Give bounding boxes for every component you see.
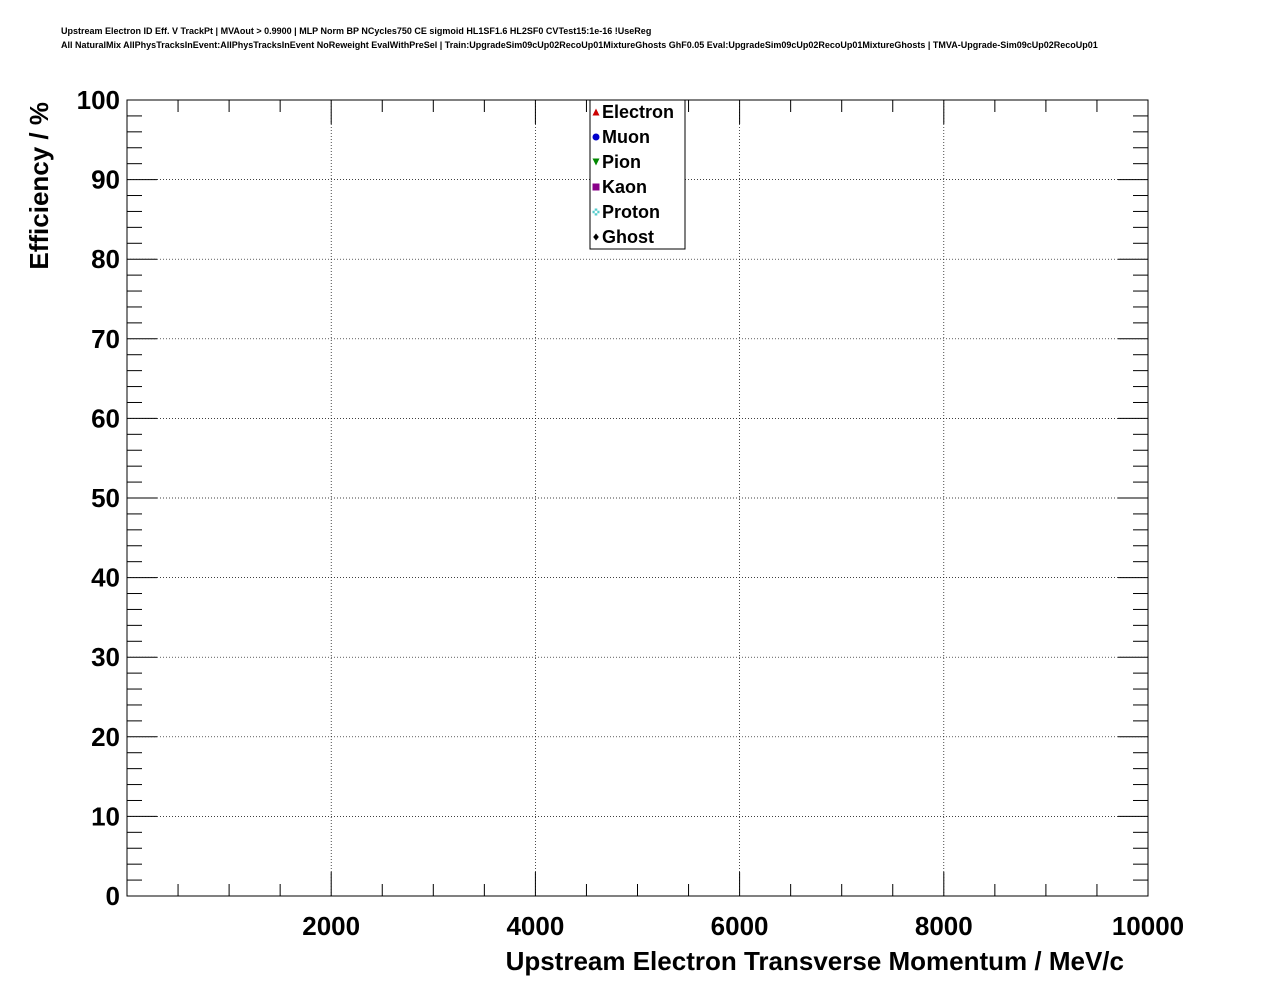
y-tick-label: 0 bbox=[105, 881, 120, 911]
kaon-marker-icon bbox=[593, 184, 600, 191]
legend-entry-label: Muon bbox=[602, 127, 650, 147]
y-tick-label: 90 bbox=[91, 164, 120, 195]
x-tick-label: 4000 bbox=[506, 911, 565, 941]
chart-title-line-2: All NaturalMix AllPhysTracksInEvent:AllPhysTracksInEvent NoReweight EvalWithPreSel | Train:UpgradeSim09cUp02RecoUp01MixtureGhosts GhF0.05 Eval:UpgradeSim09cUp02RecoUp01MixtureGhosts | TMVA-Upgrade-Sim09cUp02RecoUp01 bbox=[61, 40, 1098, 50]
y-axis-label: Efficiency / % bbox=[24, 102, 54, 270]
y-tick-label: 80 bbox=[91, 244, 120, 275]
x-tick-label: 2000 bbox=[302, 911, 361, 941]
y-tick-label: 50 bbox=[91, 483, 120, 513]
chart-title-line-1: Upstream Electron ID Eff. V TrackPt | MVAout > 0.9900 | MLP Norm BP NCycles750 CE sigmoid HL1SF1.6 HL2SF0 CVTest15:1e-16 !UseReg bbox=[61, 26, 652, 36]
legend-entry-label: Pion bbox=[602, 152, 641, 172]
legend bbox=[590, 100, 685, 249]
x-tick-labels bbox=[302, 911, 1184, 941]
legend-entry-label: Proton bbox=[602, 202, 660, 222]
y-tick-label: 60 bbox=[91, 403, 120, 434]
y-tick-label: 30 bbox=[91, 642, 120, 673]
x-tick-label: 6000 bbox=[710, 911, 769, 941]
y-tick-labels bbox=[77, 85, 120, 911]
muon-marker-icon bbox=[593, 134, 600, 141]
x-axis-label: Upstream Electron Transverse Momentum / MeV/c bbox=[505, 946, 1124, 976]
y-tick-label: 40 bbox=[91, 562, 120, 593]
x-tick-label: 8000 bbox=[914, 911, 973, 941]
y-tick-label: 10 bbox=[91, 801, 120, 832]
x-tick-label: 10000 bbox=[1111, 911, 1185, 941]
y-tick-label: 70 bbox=[91, 323, 120, 354]
legend-entry-label: Electron bbox=[602, 102, 675, 122]
legend-entry-label: Ghost bbox=[602, 227, 654, 247]
y-tick-label: 20 bbox=[91, 721, 120, 752]
legend-entry-label: Kaon bbox=[602, 177, 647, 197]
y-tick-label: 100 bbox=[76, 85, 120, 115]
